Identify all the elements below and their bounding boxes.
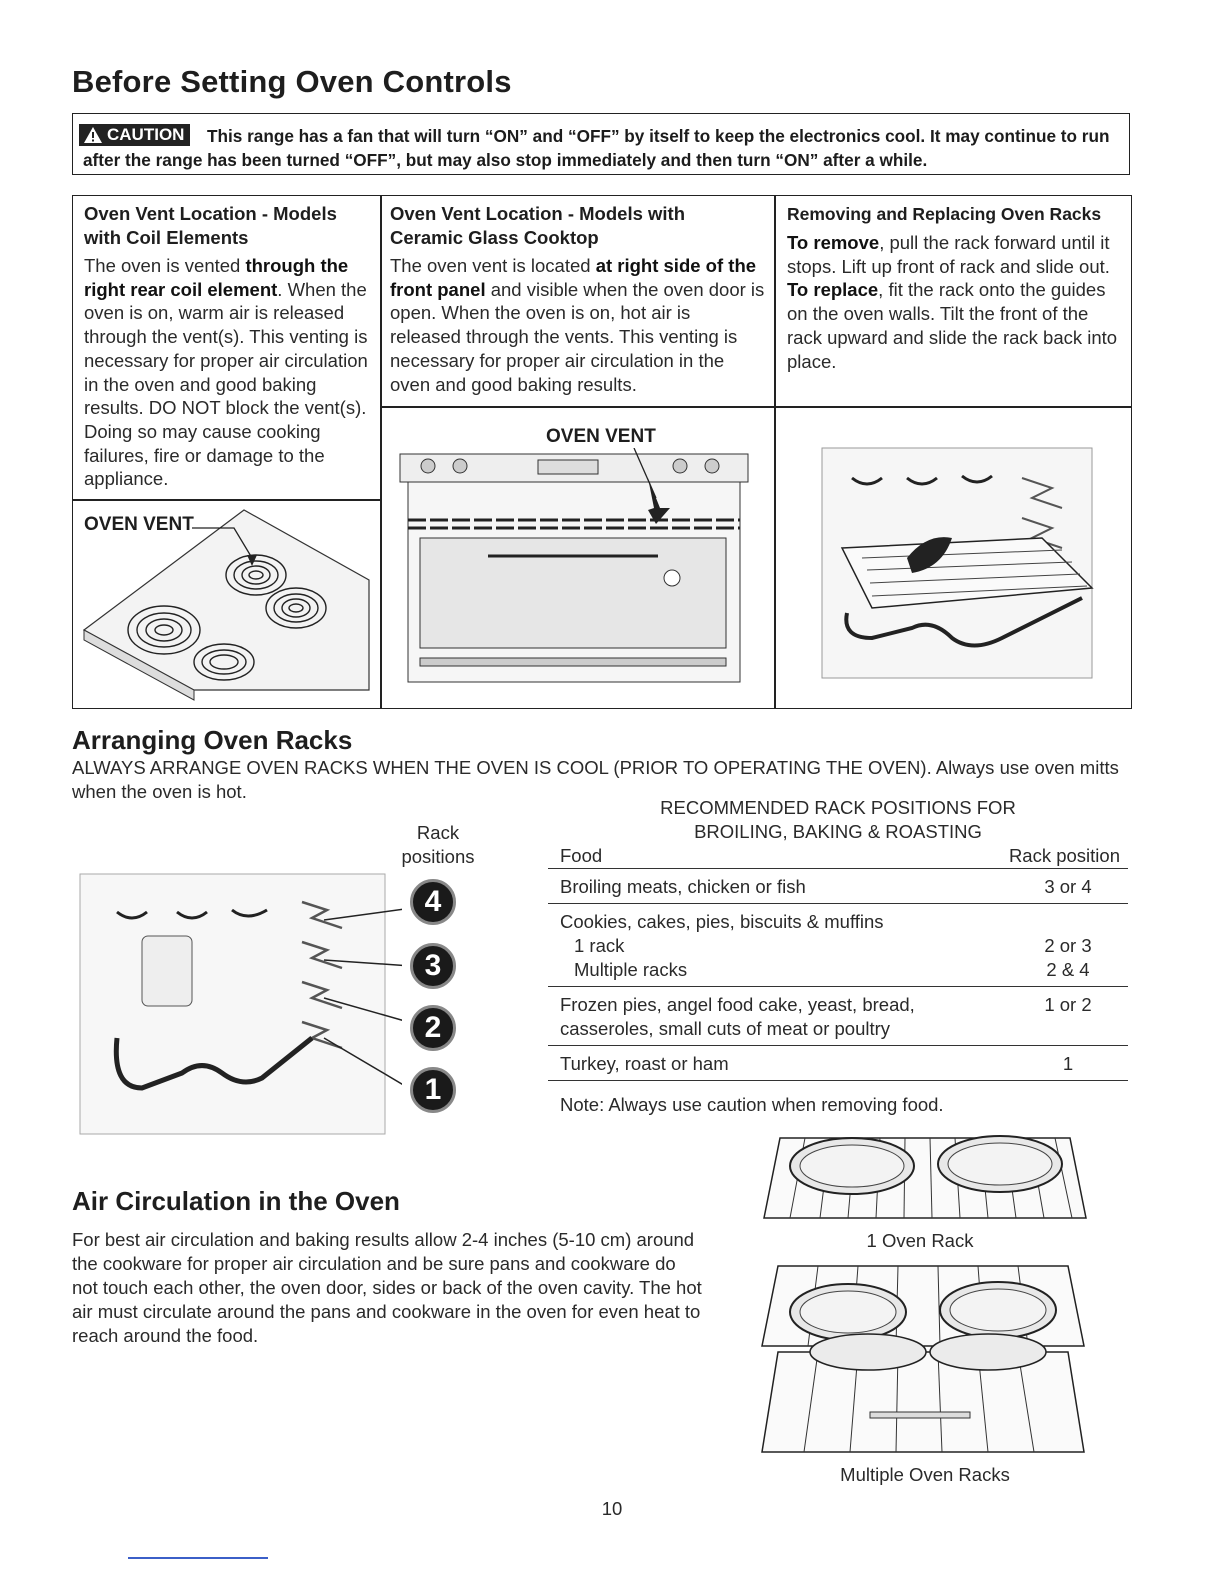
rack-removal-illustration xyxy=(812,438,1112,688)
table-title: RECOMMENDED RACK POSITIONS FOR BROILING, BAKING & ROASTING xyxy=(660,797,1016,842)
rack-position-3: 3 xyxy=(410,943,456,989)
rack-positions-label: Rack positions xyxy=(401,822,475,867)
col-position-header: Rack position xyxy=(1008,845,1120,866)
page-number: 10 xyxy=(601,1498,623,1519)
table-header xyxy=(548,844,1128,868)
removing-racks-title: Removing and Replacing Oven Racks xyxy=(787,204,1102,224)
table-row: Broiling meats, chicken or fish 3 or 4 xyxy=(548,868,1128,903)
removing-racks-text: To remove, pull the rack forward until it stops. Lift up front of rack and slide out. To replace, fit the rack onto the guides on the oven walls. Tilt the front of the rack upward and slide the rack back into place. xyxy=(787,232,1118,372)
rack-positions-table xyxy=(548,796,1128,1117)
arranging-intro: ALWAYS ARRANGE OVEN RACKS WHEN THE OVEN IS COOL (PRIOR TO OPERATING THE OVEN). Always use oven mitts when the oven is hot. xyxy=(72,757,1119,802)
one-rack-illustration xyxy=(760,1134,1090,1226)
rack-position-4: 4 xyxy=(410,879,456,925)
arranging-heading: Arranging Oven Racks xyxy=(72,725,353,755)
caution-label: CAUTION xyxy=(107,125,185,144)
caution-box xyxy=(72,113,1130,175)
air-circulation-heading: Air Circulation in the Oven xyxy=(72,1186,400,1216)
ceramic-range-illustration xyxy=(398,448,750,693)
coil-vent-title: Oven Vent Location - Models with Coil Elements xyxy=(84,203,337,248)
table-row: Frozen pies, angel food cake, yeast, bread, 1 or 2 casseroles, small cuts of meat or poultry xyxy=(548,986,1128,1045)
col-food-header: Food xyxy=(560,845,603,866)
ceramic-vent-text: The oven vent is located at right side of the front panel and visible when the oven door is open. When the oven is on, hot air is released through the vents. This venting is necessary for proper air circulation in the oven and good baking results. xyxy=(390,255,765,395)
coil-vent-text: The oven is vented through the right rear coil element. When the oven is on, warm air is released through the vent(s). This venting is necessary for proper air circulation in the oven and good baking results. DO NOT block the vent(s). Doing so may cause cooking failures, fire or damage to the appliance. xyxy=(84,255,368,490)
table-row: Turkey, roast or ham 1 xyxy=(548,1045,1128,1081)
footer-rule xyxy=(128,1557,268,1559)
multiple-racks-caption: Multiple Oven Racks xyxy=(840,1464,1010,1485)
caution-text: This range has a fan that will turn “ON” and “OFF” by itself to keep the electronics cool. It may continue to run after the range has been turned “OFF”, but may also stop immediately and then turn “ON” after a while. xyxy=(83,126,1110,170)
ceramic-vent-title: Oven Vent Location - Models with Ceramic Glass Cooktop xyxy=(390,203,685,248)
one-rack-caption: 1 Oven Rack xyxy=(866,1230,974,1251)
caution-badge xyxy=(79,124,190,146)
ceramic-oven-vent-label: OVEN VENT xyxy=(546,426,656,447)
air-circulation-text: For best air circulation and baking results allow 2-4 inches (5-10 cm) around the cookware for proper air circulation and be sure pans and cookware do not touch each other, the oven door, sides or back of the oven cavity. The hot air must circulate around the pans and cookware in the oven for even heat to reach around the food. xyxy=(72,1229,702,1346)
table-row: Cookies, cakes, pies, biscuits & muffins 1 rack 2 or 3 Multiple racks 2 & 4 xyxy=(548,903,1128,986)
rack-position-1: 1 xyxy=(410,1067,456,1113)
oven-rack-positions-illustration xyxy=(72,868,402,1148)
table-note: Note: Always use caution when removing food. xyxy=(560,1094,944,1115)
coil-oven-vent-label: OVEN VENT xyxy=(84,514,194,535)
page-title: Before Setting Oven Controls xyxy=(72,64,512,99)
rack-position-2: 2 xyxy=(410,1005,456,1051)
multiple-racks-illustration xyxy=(758,1262,1088,1460)
warning-triangle-icon xyxy=(83,126,103,144)
